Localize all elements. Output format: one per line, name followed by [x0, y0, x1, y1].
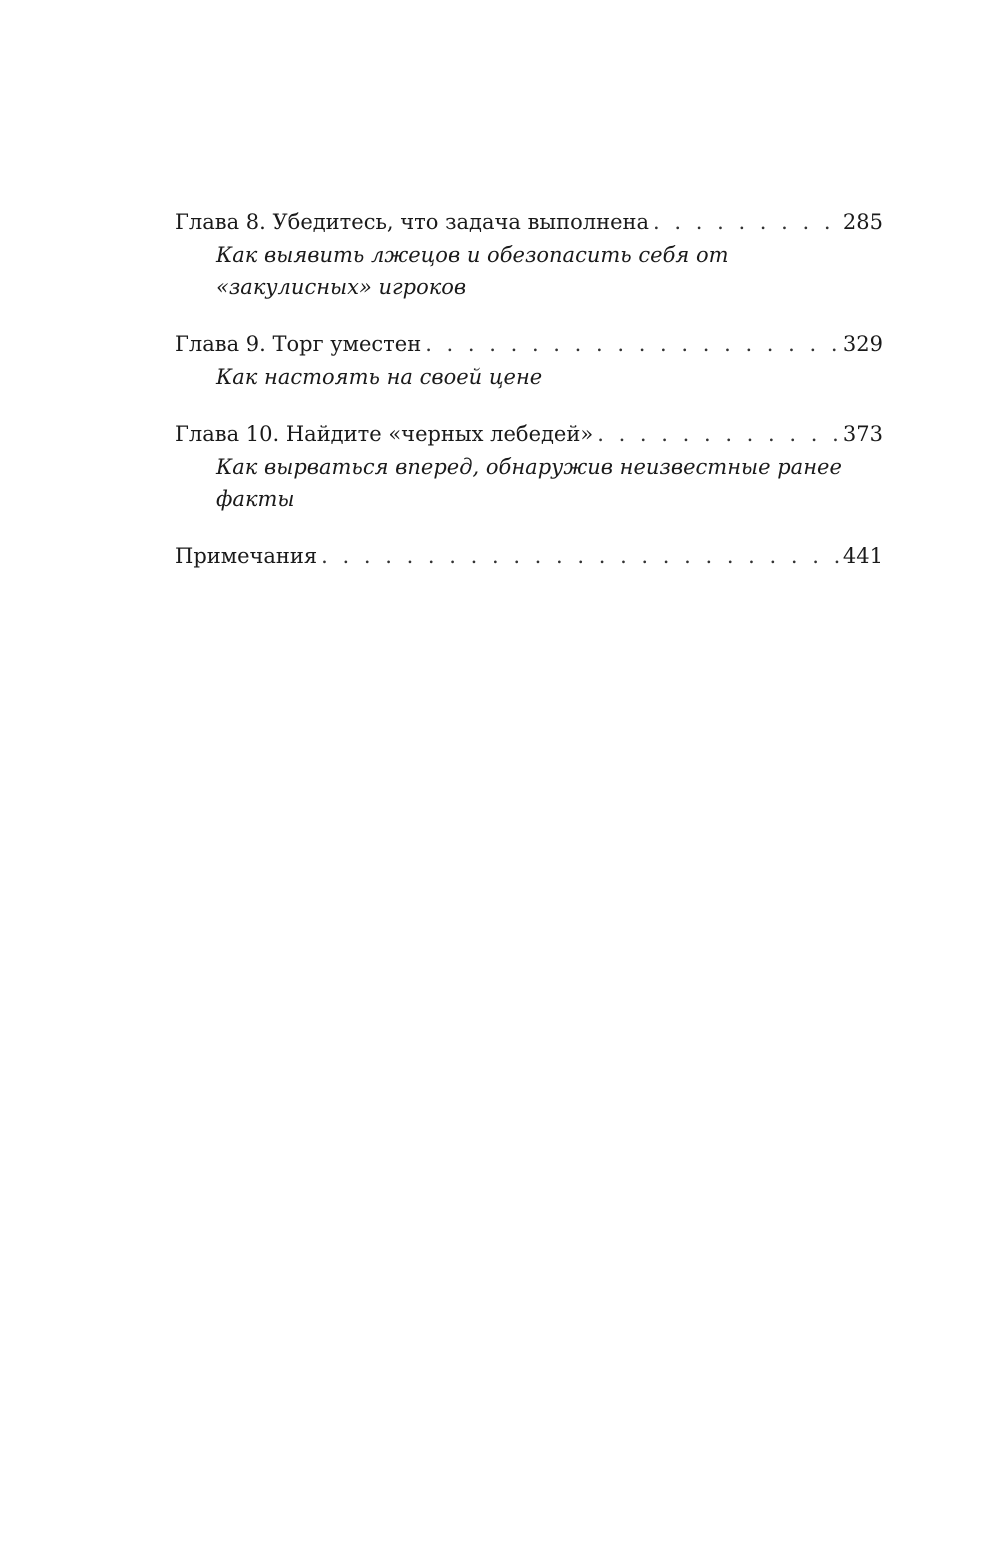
toc-entry-chapter-10[interactable] [175, 417, 883, 515]
section-title: Примечания [175, 544, 318, 568]
chapter-subtitle: Как выявить лжецов и обезопасить себя от «закулисных» игроков [216, 243, 729, 299]
chapter-title: Глава 10. Найдите «черных лебедей» [175, 422, 594, 446]
chapter-title: Глава 9. Торг уместен [175, 332, 422, 356]
toc-entry-chapter-8[interactable] [175, 205, 883, 303]
dot-leader [321, 539, 839, 573]
chapter-subtitle: Как вырваться вперед, обнаружив неизвестные ранее факты [216, 455, 842, 511]
dot-leader [425, 327, 839, 361]
chapter-subtitle: Как настоять на своей цене [216, 365, 543, 389]
toc-entry-line [175, 327, 883, 361]
toc-entry-line [175, 417, 883, 451]
toc-entry-chapter-9[interactable] [175, 327, 883, 393]
page-number: 285 [842, 210, 883, 234]
page-number: 329 [842, 332, 883, 356]
page-number: 373 [842, 422, 883, 446]
toc-entry-line [175, 539, 883, 573]
page-number: 441 [842, 544, 883, 568]
chapter-title: Глава 8. Убедитесь, что задача выполнена [175, 210, 650, 234]
dot-leader [653, 205, 839, 239]
toc-entry-line [175, 205, 883, 239]
toc-entry-notes[interactable] [175, 539, 883, 573]
dot-leader [597, 417, 839, 451]
table-of-contents [175, 205, 883, 573]
